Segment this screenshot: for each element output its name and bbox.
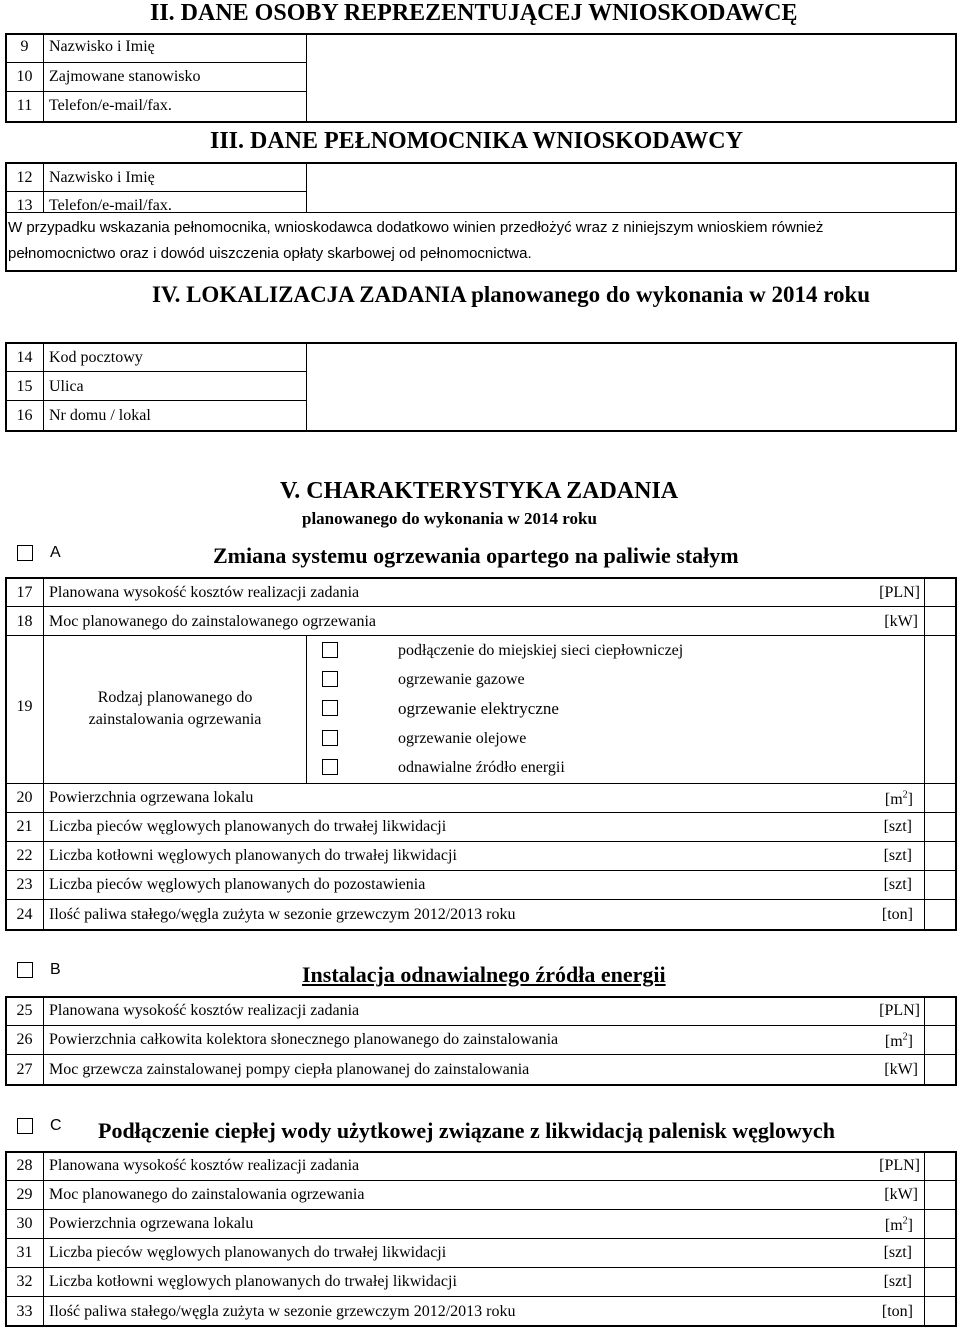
row-number: 16 bbox=[16, 407, 33, 424]
unit-label: [kW] bbox=[884, 1186, 918, 1203]
part-b-heading: Instalacja odnawialnego źródła energii bbox=[302, 962, 666, 987]
row-number: 18 bbox=[16, 613, 33, 630]
field-label-position: Zajmowane stanowisko bbox=[49, 68, 201, 85]
proxy-contact-input[interactable] bbox=[308, 192, 954, 212]
section4-title: IV. LOKALIZACJA ZADANIA planowanego do wykonania w 2014 roku bbox=[152, 282, 871, 307]
row-number: 28 bbox=[16, 1157, 33, 1174]
part-a-checkbox[interactable] bbox=[17, 545, 33, 561]
row-number: 9 bbox=[20, 38, 29, 55]
unit-label: $[m^2]$ bbox=[884, 1031, 913, 1050]
part-a-letter: A bbox=[50, 544, 61, 561]
power-label: Moc planowanego do zainstalowania ogrzewania bbox=[49, 1186, 365, 1203]
row-number: 25 bbox=[16, 1002, 33, 1019]
row-number: 29 bbox=[16, 1186, 33, 1203]
row-number: 27 bbox=[16, 1061, 33, 1078]
field-label-contact: Telefon/e-mail/fax. bbox=[49, 97, 172, 114]
section5-title: V. CHARAKTERYSTYKA ZADANIA bbox=[280, 478, 679, 504]
heating-type-label-line1: Rodzaj planowanego do bbox=[97, 689, 253, 706]
row-number: 20 bbox=[16, 789, 33, 806]
row-number: 14 bbox=[16, 349, 33, 366]
stoves-remaining-label: Liczba pieców węglowych planowanych do pozostawienia bbox=[49, 876, 426, 893]
stoves-liquidation-label: Liczba pieców węglowych planowanych do trwałej likwidacji bbox=[49, 1244, 447, 1261]
fuel-usage-label: Ilość paliwa stałego/węgla zużyta w sezonie grzewczym 2012/2013 roku bbox=[49, 906, 516, 923]
contact-input[interactable] bbox=[308, 92, 954, 121]
row-number: 32 bbox=[16, 1273, 33, 1290]
unit-label: [PLN] bbox=[879, 584, 920, 601]
unit-label: [PLN] bbox=[879, 1157, 920, 1174]
unit-label: [szt] bbox=[883, 1273, 912, 1290]
unit-label: [kW] bbox=[884, 1061, 918, 1078]
part-a-heading: Zmiana systemu ogrzewania opartego na paliwie stałym bbox=[213, 543, 739, 568]
option-label: podłączenie do miejskiej sieci ciepłowniczej bbox=[398, 642, 684, 659]
cost-label: Planowana wysokość kosztów realizacji zadania bbox=[49, 1157, 360, 1174]
proxy-note-line2: pełnomocnictwo oraz i dowód uiszczenia opłaty skarbowej od pełnomocnictwa. bbox=[8, 245, 532, 262]
postcode-input[interactable] bbox=[308, 344, 954, 371]
cost-label: Planowana wysokość kosztów realizacji zadania bbox=[49, 1002, 360, 1019]
street-input[interactable] bbox=[308, 372, 954, 400]
section2-title: II. DANE OSOBY REPREZENTUJĄCEJ WNIOSKODAWCĘ bbox=[150, 0, 798, 26]
field-label-house-number: Nr domu / lokal bbox=[49, 407, 151, 424]
part-b-checkbox[interactable] bbox=[17, 962, 33, 978]
surname-input[interactable] bbox=[308, 35, 954, 62]
part-c-table bbox=[5, 1151, 957, 1327]
field-label-proxy-surname: Nazwisko i Imię bbox=[49, 169, 155, 186]
option-checkbox-gas[interactable] bbox=[322, 671, 338, 687]
part-c-checkbox[interactable] bbox=[17, 1118, 33, 1134]
row-number: 21 bbox=[16, 818, 33, 835]
unit-label: [szt] bbox=[883, 847, 912, 864]
row-number: 19 bbox=[16, 698, 33, 715]
row-number: 11 bbox=[16, 97, 33, 114]
option-label: ogrzewanie olejowe bbox=[398, 730, 527, 747]
unit-label: [szt] bbox=[883, 818, 912, 835]
field-label-postcode: Kod pocztowy bbox=[49, 349, 143, 366]
heat-pump-label: Moc grzewcza zainstalowanej pompy ciepła planowanej do zainstalowania bbox=[49, 1061, 530, 1078]
option-label: ogrzewanie gazowe bbox=[398, 671, 525, 688]
option-label: ogrzewanie elektryczne bbox=[398, 699, 559, 718]
house-number-input[interactable] bbox=[308, 401, 954, 430]
row-number: 10 bbox=[16, 68, 33, 85]
option-checkbox-oil[interactable] bbox=[322, 730, 338, 746]
proxy-note-line1: W przypadku wskazania pełnomocnika, wnioskodawca dodatkowo winien przedłożyć wraz z niniejszym wnioskiem również bbox=[8, 219, 824, 236]
part-c-heading: Podłączenie ciepłej wody użytkowej związane z likwidacją palenisk węglowych bbox=[98, 1118, 835, 1143]
part-b-letter: B bbox=[50, 961, 61, 978]
field-label-surname: Nazwisko i Imię bbox=[49, 38, 155, 55]
cost-label: Planowana wysokość kosztów realizacji zadania bbox=[49, 584, 360, 601]
part-c-letter: C bbox=[50, 1117, 62, 1134]
power-label: Moc planowanego do zainstalowanego ogrzewania bbox=[49, 613, 376, 630]
option-checkbox-renewable[interactable] bbox=[322, 759, 338, 775]
row-number: 13 bbox=[16, 197, 33, 214]
boilers-liquidation-label: Liczba kotłowni węglowych planowanych do trwałej likwidacji bbox=[49, 1273, 457, 1290]
option-checkbox-electric[interactable] bbox=[322, 700, 338, 716]
row-number: 22 bbox=[16, 847, 33, 864]
field-label-proxy-contact: Telefon/e-mail/fax. bbox=[49, 197, 172, 214]
area-label: Powierzchnia ogrzewana lokalu bbox=[49, 789, 254, 806]
field-label-street: Ulica bbox=[49, 378, 84, 395]
row-number: 26 bbox=[16, 1031, 33, 1048]
unit-label: [szt] bbox=[883, 1244, 912, 1261]
row-number: 17 bbox=[16, 584, 33, 601]
collector-area-label: Powierzchnia całkowita kolektora słonecznego planowanego do zainstalowania bbox=[49, 1031, 559, 1048]
fuel-usage-label: Ilość paliwa stałego/węgla zużyta w sezonie grzewczym 2012/2013 roku bbox=[49, 1303, 516, 1320]
unit-label: [PLN] bbox=[879, 1002, 920, 1019]
option-label: odnawialne źródło energii bbox=[398, 759, 565, 776]
row-number: 15 bbox=[16, 378, 33, 395]
position-input[interactable] bbox=[308, 63, 954, 91]
boilers-liquidation-label: Liczba kotłowni węglowych planowanych do trwałej likwidacji bbox=[49, 847, 457, 864]
unit-label: [ton] bbox=[881, 1303, 913, 1320]
unit-label: [szt] bbox=[883, 876, 912, 893]
row-number: 33 bbox=[16, 1303, 33, 1320]
section3-title: III. DANE PEŁNOMOCNIKA WNIOSKODAWCY bbox=[210, 128, 743, 154]
option-checkbox-district-heating[interactable] bbox=[322, 642, 338, 658]
row-number: 12 bbox=[16, 169, 33, 186]
unit-label: $[m^2]$ bbox=[884, 1215, 913, 1234]
unit-label: [kW] bbox=[884, 613, 918, 630]
proxy-surname-input[interactable] bbox=[308, 164, 954, 191]
heating-type-label-line2: zainstalowania ogrzewania bbox=[88, 711, 262, 728]
section5-subtitle: planowanego do wykonania w 2014 roku bbox=[302, 509, 597, 528]
row-number: 31 bbox=[16, 1244, 33, 1261]
unit-label: [ton] bbox=[881, 906, 913, 923]
row-number: 23 bbox=[16, 876, 33, 893]
row-number: 30 bbox=[16, 1215, 33, 1232]
area-label: Powierzchnia ogrzewana lokalu bbox=[49, 1215, 254, 1232]
stoves-liquidation-label: Liczba pieców węglowych planowanych do trwałej likwidacji bbox=[49, 818, 447, 835]
row-number: 24 bbox=[16, 906, 33, 923]
unit-label: $[m^2]$ bbox=[884, 789, 913, 808]
